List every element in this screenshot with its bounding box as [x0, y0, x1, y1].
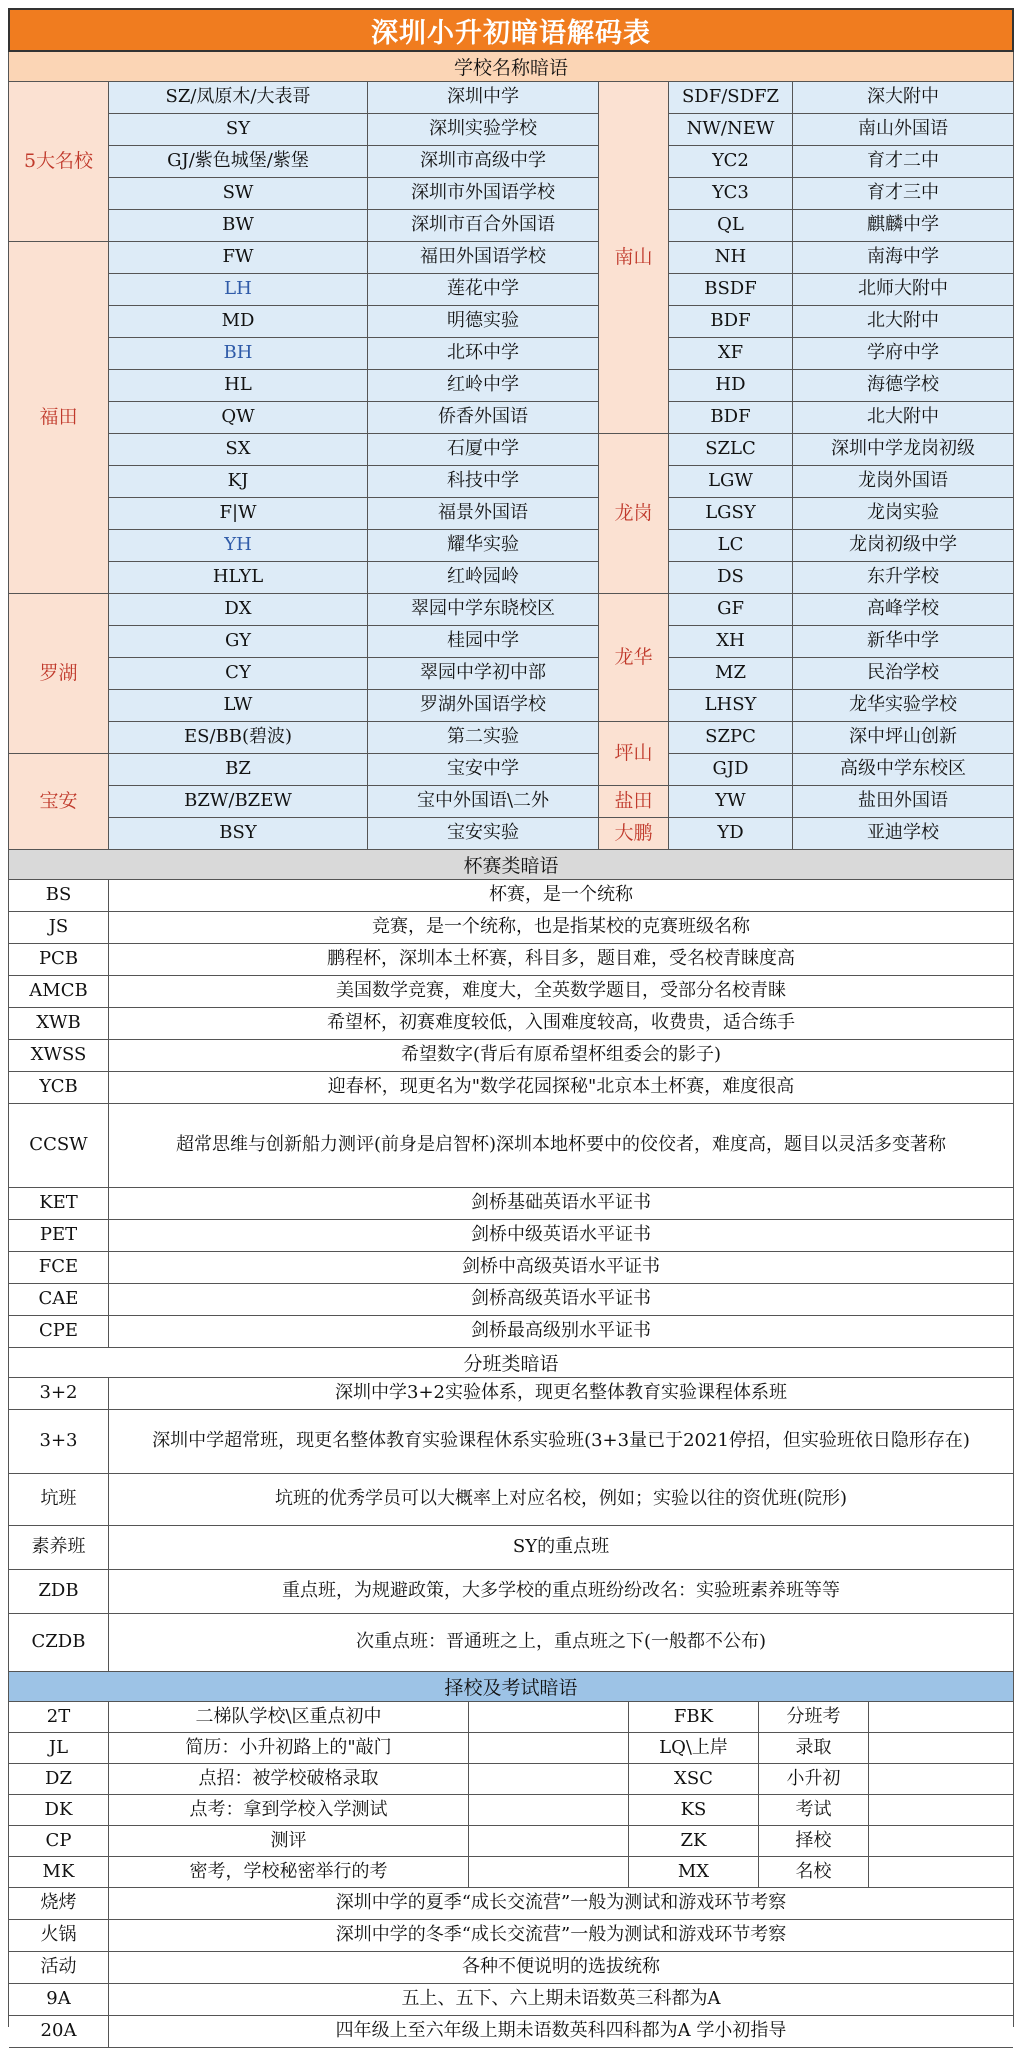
- school-name: 科技中学: [368, 466, 599, 498]
- school-code: YC2: [669, 146, 793, 178]
- selection-desc: 各种不便说明的选拔统称: [109, 1952, 1013, 1984]
- school-code: NH: [669, 242, 793, 274]
- cup-desc: 超常思维与创新船力测评(前身是启智杯)深圳本地杯要中的佼佼者，难度高，题目以灵活多变著称: [109, 1104, 1013, 1188]
- region-label: 盐田: [599, 786, 669, 818]
- school-code: BSDF: [669, 274, 793, 306]
- school-code: HLYL: [109, 562, 368, 594]
- school-code: LC: [669, 530, 793, 562]
- region-label: 大鹏: [599, 818, 669, 850]
- school-code: SY: [109, 114, 368, 146]
- selection-gap: [469, 1857, 629, 1888]
- cup-desc: 剑桥高级英语水平证书: [109, 1284, 1013, 1316]
- class-code: 坑班: [9, 1474, 109, 1526]
- school-code: BW: [109, 210, 368, 242]
- section-header-classes: 分班类暗语: [8, 1348, 1014, 1378]
- school-name: 翠园中学初中部: [368, 658, 599, 690]
- school-code: QW: [109, 402, 368, 434]
- selection-desc: 点招：被学校破格录取: [109, 1764, 469, 1795]
- school-name: 深大附中: [793, 82, 1013, 114]
- school-name: 深圳市高级中学: [368, 146, 599, 178]
- school-code: MD: [109, 306, 368, 338]
- school-name: 深圳市百合外国语: [368, 210, 599, 242]
- school-code: SZ/凤原木/大表哥: [109, 82, 368, 114]
- cup-desc: 剑桥中高级英语水平证书: [109, 1252, 1013, 1284]
- cup-desc: 希望数字(背后有原希望杯组委会的影子): [109, 1040, 1013, 1072]
- school-name: 翠园中学东晓校区: [368, 594, 599, 626]
- school-code: ES/BB(碧波): [109, 722, 368, 754]
- selection-code: DK: [9, 1795, 109, 1826]
- selection-code: 2T: [9, 1702, 109, 1733]
- selection-gap: [469, 1826, 629, 1857]
- school-name: 龙岗外国语: [793, 466, 1013, 498]
- school-name: 高级中学东校区: [793, 754, 1013, 786]
- selection-gap: [869, 1795, 1013, 1826]
- school-code: LH: [109, 274, 368, 306]
- cup-code: CCSW: [9, 1104, 109, 1188]
- selection-gap: [869, 1733, 1013, 1764]
- selection-code: KS: [629, 1795, 759, 1826]
- selection-desc: 分班考: [759, 1702, 869, 1733]
- school-name: 盐田外国语: [793, 786, 1013, 818]
- class-table: [8, 1378, 1014, 1672]
- school-name: 红岭园岭: [368, 562, 599, 594]
- school-code: GJ/紫色城堡/紫堡: [109, 146, 368, 178]
- class-desc: 重点班，为规避政策，大多学校的重点班纷纷改名：实验班素养班等等: [109, 1570, 1013, 1614]
- school-name: 宝安实验: [368, 818, 599, 850]
- school-name: 北师大附中: [793, 274, 1013, 306]
- cup-code: BS: [9, 880, 109, 912]
- school-code: HL: [109, 370, 368, 402]
- school-name: 龙岗初级中学: [793, 530, 1013, 562]
- school-name: 龙岗实验: [793, 498, 1013, 530]
- region-label: 5大名校: [9, 82, 109, 242]
- cup-desc: 剑桥最高级别水平证书: [109, 1316, 1013, 1348]
- school-code: LHSY: [669, 690, 793, 722]
- school-code: XF: [669, 338, 793, 370]
- selection-gap: [869, 1857, 1013, 1888]
- cup-desc: 剑桥中级英语水平证书: [109, 1220, 1013, 1252]
- selection-desc: 简历：小升初路上的"敲门: [109, 1733, 469, 1764]
- school-code: YD: [669, 818, 793, 850]
- school-code: NW/NEW: [669, 114, 793, 146]
- school-code: CY: [109, 658, 368, 690]
- school-name: 宝中外国语\二外: [368, 786, 599, 818]
- cup-desc: 美国数学竞赛，难度大，全英数学题目，受部分名校青睐: [109, 976, 1013, 1008]
- school-code: F|W: [109, 498, 368, 530]
- region-label: 龙岗: [599, 434, 669, 594]
- school-name: 桂园中学: [368, 626, 599, 658]
- cup-desc: 剑桥基础英语水平证书: [109, 1188, 1013, 1220]
- selection-desc: 点考：拿到学校入学测试: [109, 1795, 469, 1826]
- school-code: BZW/BZEW: [109, 786, 368, 818]
- class-code: ZDB: [9, 1570, 109, 1614]
- school-name: 龙华实验学校: [793, 690, 1013, 722]
- cup-table: [8, 880, 1014, 1348]
- school-name: 北环中学: [368, 338, 599, 370]
- cup-desc: 迎春杯，现更名为"数学花园探秘"北京本土杯赛，难度很高: [109, 1072, 1013, 1104]
- school-code: HD: [669, 370, 793, 402]
- selection-desc: 密考，学校秘密举行的考: [109, 1857, 469, 1888]
- region-label: 宝安: [9, 754, 109, 850]
- selection-desc: 深圳中学的夏季“成长交流营”一般为测试和游戏环节考察: [109, 1888, 1013, 1920]
- school-code: DS: [669, 562, 793, 594]
- selection-desc: 五上、五下、六上期未语数英三科都为A: [109, 1984, 1013, 2016]
- school-name: 南山外国语: [793, 114, 1013, 146]
- cup-desc: 鹏程杯，深圳本土杯赛，科目多，题目难，受名校青睐度高: [109, 944, 1013, 976]
- selection-code: 活动: [9, 1952, 109, 1984]
- class-code: CZDB: [9, 1614, 109, 1672]
- selection-desc: 深圳中学的冬季“成长交流营”一般为测试和游戏环节考察: [109, 1920, 1013, 1952]
- school-name: 罗湖外国语学校: [368, 690, 599, 722]
- school-name: 深圳市外国语学校: [368, 178, 599, 210]
- selection-gap: [469, 1795, 629, 1826]
- selection-code: XSC: [629, 1764, 759, 1795]
- cup-desc: 竞赛，是一个统称，也是指某校的克赛班级名称: [109, 912, 1013, 944]
- school-code: GJD: [669, 754, 793, 786]
- school-name: 深圳中学龙岗初级: [793, 434, 1013, 466]
- cup-code: XWB: [9, 1008, 109, 1040]
- class-desc: 深圳中学3+2实验体系，现更名整体教育实验课程体系班: [109, 1378, 1013, 1410]
- section-header-schools: 学校名称暗语: [8, 52, 1014, 82]
- school-name: 育才二中: [793, 146, 1013, 178]
- region-label: 龙华: [599, 594, 669, 722]
- selection-gap: [869, 1702, 1013, 1733]
- cup-code: FCE: [9, 1252, 109, 1284]
- school-code: YH: [109, 530, 368, 562]
- selection-code: LQ\上岸: [629, 1733, 759, 1764]
- school-name: 新华中学: [793, 626, 1013, 658]
- cup-desc: 希望杯，初赛难度较低，入围难度较高，收费贵，适合练手: [109, 1008, 1013, 1040]
- school-name: 深圳中学: [368, 82, 599, 114]
- school-code: BDF: [669, 306, 793, 338]
- region-label: 福田: [9, 242, 109, 594]
- school-name: 红岭中学: [368, 370, 599, 402]
- selection-code: 20A: [9, 2016, 109, 2048]
- selection-desc: 测评: [109, 1826, 469, 1857]
- school-code: LGSY: [669, 498, 793, 530]
- school-code: KJ: [109, 466, 368, 498]
- class-desc: 坑班的优秀学员可以大概率上对应名校，例如；实验以往的资优班(院形): [109, 1474, 1013, 1526]
- school-name: 莲花中学: [368, 274, 599, 306]
- school-name: 深中坪山创新: [793, 722, 1013, 754]
- selection-gap: [469, 1702, 629, 1733]
- school-code: GY: [109, 626, 368, 658]
- selection-code: MX: [629, 1857, 759, 1888]
- school-name: 第二实验: [368, 722, 599, 754]
- school-code: DX: [109, 594, 368, 626]
- school-name: 北大附中: [793, 306, 1013, 338]
- class-desc: 深圳中学超常班，现更名整体教育实验课程休系实验班(3+3量已于2021停招，但实验班依日隐形存在): [109, 1410, 1013, 1474]
- section-header-selection: 择校及考试暗语: [8, 1672, 1014, 1702]
- cup-code: PCB: [9, 944, 109, 976]
- school-name: 北大附中: [793, 402, 1013, 434]
- school-code: YW: [669, 786, 793, 818]
- school-name: 宝安中学: [368, 754, 599, 786]
- school-name: 福景外国语: [368, 498, 599, 530]
- school-code: SZPC: [669, 722, 793, 754]
- school-code: SZLC: [669, 434, 793, 466]
- school-name: 高峰学校: [793, 594, 1013, 626]
- class-desc: SY的重点班: [109, 1526, 1013, 1570]
- school-code: XH: [669, 626, 793, 658]
- selection-desc: 四年级上至六年级上期未语数英科四科都为A 学小初指导: [109, 2016, 1013, 2048]
- school-code: MZ: [669, 658, 793, 690]
- selection-code: 火锅: [9, 1920, 109, 1952]
- selection-code: CP: [9, 1826, 109, 1857]
- selection-code: ZK: [629, 1826, 759, 1857]
- school-name: 南海中学: [793, 242, 1013, 274]
- selection-code: 烧烤: [9, 1888, 109, 1920]
- school-name: 福田外国语学校: [368, 242, 599, 274]
- selection-code: FBK: [629, 1702, 759, 1733]
- selection-gap: [869, 1826, 1013, 1857]
- school-name: 民治学校: [793, 658, 1013, 690]
- school-name: 海德学校: [793, 370, 1013, 402]
- school-code: SDF/SDFZ: [669, 82, 793, 114]
- section-header-cups: 杯赛类暗语: [8, 850, 1014, 880]
- school-name: 东升学校: [793, 562, 1013, 594]
- school-code: BDF: [669, 402, 793, 434]
- school-name: 耀华实验: [368, 530, 599, 562]
- school-code: SX: [109, 434, 368, 466]
- school-name: 石厦中学: [368, 434, 599, 466]
- school-code: LW: [109, 690, 368, 722]
- cup-code: AMCB: [9, 976, 109, 1008]
- school-name: 学府中学: [793, 338, 1013, 370]
- selection-desc: 二梯队学校\区重点初中: [109, 1702, 469, 1733]
- selection-desc: 考试: [759, 1795, 869, 1826]
- school-code: FW: [109, 242, 368, 274]
- school-code: BSY: [109, 818, 368, 850]
- cup-desc: 杯赛，是一个统称: [109, 880, 1013, 912]
- cup-code: CAE: [9, 1284, 109, 1316]
- school-code: GF: [669, 594, 793, 626]
- school-code: BH: [109, 338, 368, 370]
- school-code: QL: [669, 210, 793, 242]
- selection-desc: 小升初: [759, 1764, 869, 1795]
- school-name: 麒麟中学: [793, 210, 1013, 242]
- page-title: 深圳小升初暗语解码表: [8, 8, 1014, 52]
- selection-gap: [869, 1764, 1013, 1795]
- selection-table: [8, 1702, 1014, 2042]
- school-code: SW: [109, 178, 368, 210]
- selection-code: JL: [9, 1733, 109, 1764]
- class-code: 素养班: [9, 1526, 109, 1570]
- selection-desc: 名校: [759, 1857, 869, 1888]
- class-desc: 次重点班：晋通班之上，重点班之下(一般都不公布): [109, 1614, 1013, 1672]
- school-name: 深圳实验学校: [368, 114, 599, 146]
- selection-desc: 录取: [759, 1733, 869, 1764]
- class-code: 3+3: [9, 1410, 109, 1474]
- selection-gap: [469, 1733, 629, 1764]
- cup-code: CPE: [9, 1316, 109, 1348]
- region-label: 罗湖: [9, 594, 109, 754]
- school-code: YC3: [669, 178, 793, 210]
- selection-code: DZ: [9, 1764, 109, 1795]
- school-name: 亚迪学校: [793, 818, 1013, 850]
- school-name: 明德实验: [368, 306, 599, 338]
- selection-desc: 择校: [759, 1826, 869, 1857]
- region-label: 坪山: [599, 722, 669, 786]
- region-label: 南山: [599, 82, 669, 434]
- school-code: BZ: [109, 754, 368, 786]
- school-table: [8, 82, 1014, 850]
- cup-code: JS: [9, 912, 109, 944]
- decode-sheet: [8, 8, 1014, 2042]
- cup-code: KET: [9, 1188, 109, 1220]
- selection-code: 9A: [9, 1984, 109, 2016]
- cup-code: XWSS: [9, 1040, 109, 1072]
- cup-code: PET: [9, 1220, 109, 1252]
- school-name: 侨香外国语: [368, 402, 599, 434]
- school-code: LGW: [669, 466, 793, 498]
- school-name: 育才三中: [793, 178, 1013, 210]
- class-code: 3+2: [9, 1378, 109, 1410]
- selection-code: MK: [9, 1857, 109, 1888]
- cup-code: YCB: [9, 1072, 109, 1104]
- selection-gap: [469, 1764, 629, 1795]
